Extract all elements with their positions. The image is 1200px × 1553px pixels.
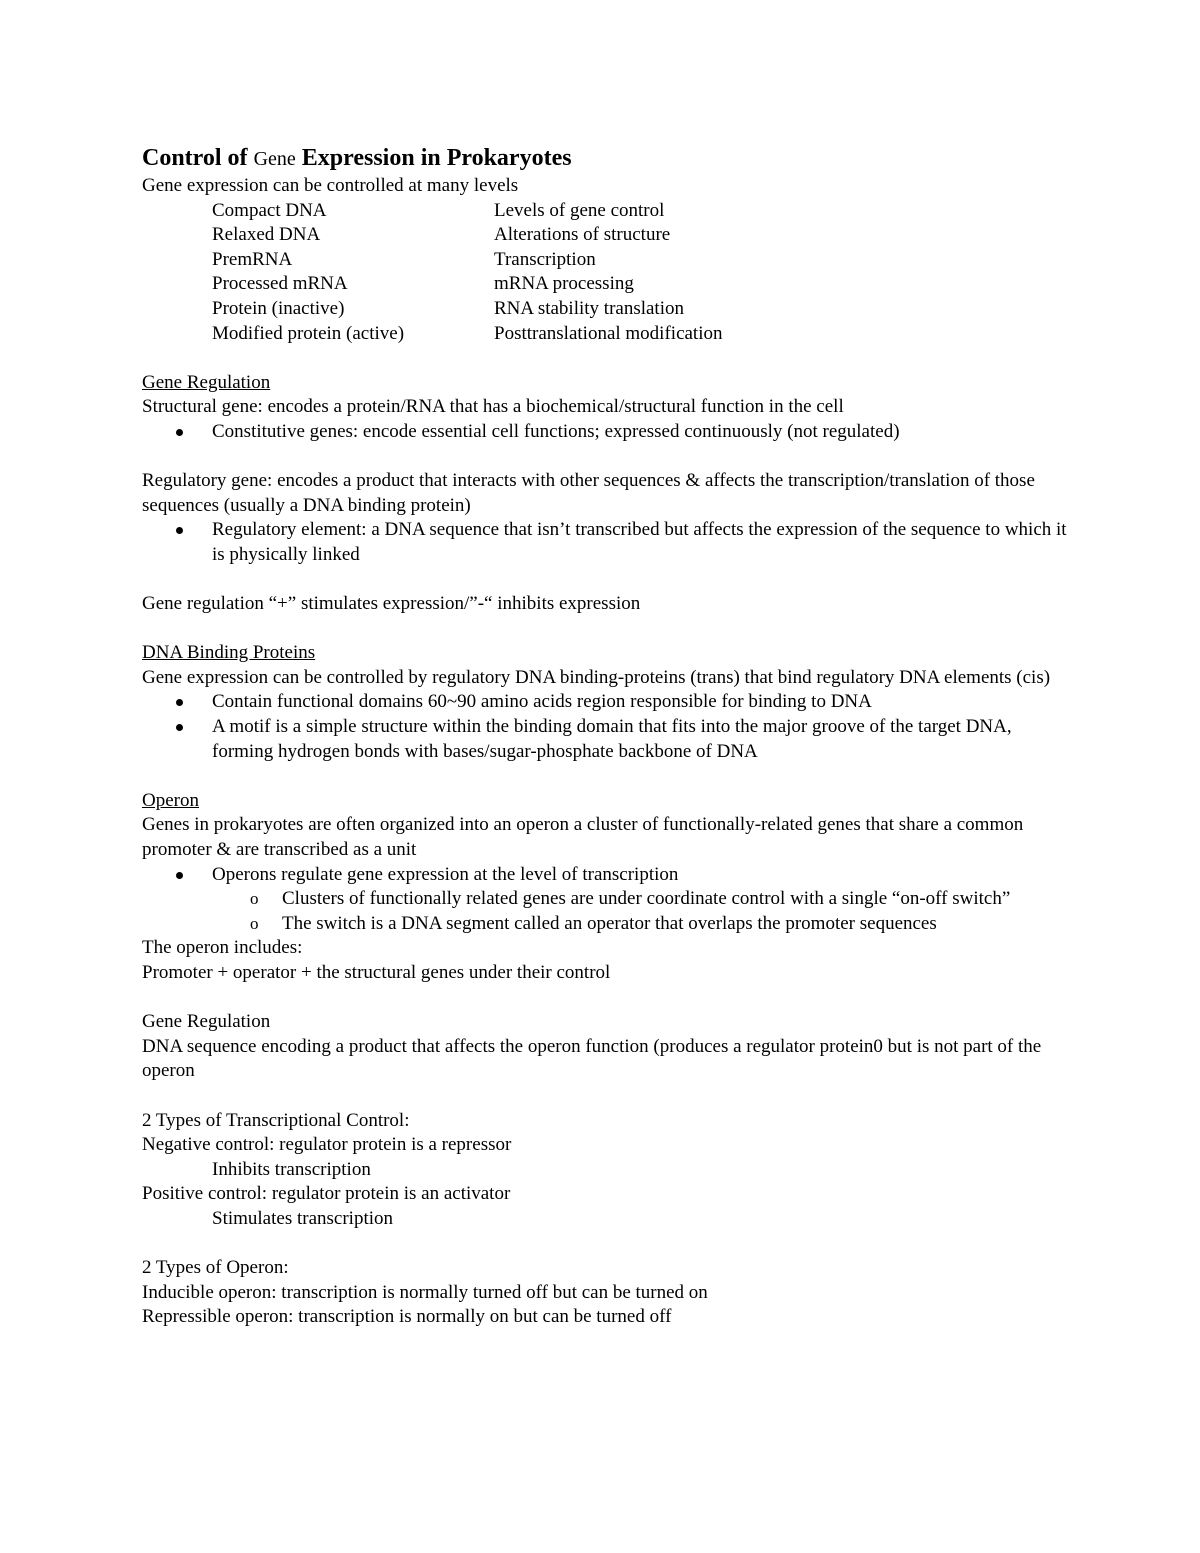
positive-control-text: Positive control: regulator protein is an activator — [142, 1183, 511, 1205]
bullet-icon — [176, 429, 183, 436]
levels-row — [212, 248, 1072, 273]
bullet-icon — [176, 724, 183, 731]
bullet-icon — [176, 527, 183, 534]
positive-control-sub: Stimulates transcription — [212, 1207, 394, 1229]
spacer — [142, 346, 1072, 371]
bullet-text: Operons regulate gene expression at the level of transcription — [212, 863, 679, 885]
levels-left: Compact DNA — [212, 199, 327, 221]
spacer — [142, 445, 1072, 470]
title-part-3: Expression in Prokaryotes — [295, 145, 572, 171]
document-content — [142, 143, 1072, 1330]
operon-types-heading: 2 Types of Operon: — [142, 1257, 289, 1279]
title-part-1: Control of — [142, 145, 254, 171]
spacer — [142, 568, 1072, 593]
levels-row — [212, 223, 1072, 248]
bullet-text: Regulatory element: a DNA sequence that isn’t transcribed but affects the expression of the sequence to which it is physically linked — [212, 519, 1067, 565]
bullet-item — [142, 690, 1072, 715]
spacer — [142, 986, 1072, 1011]
operon-includes-text: The operon includes: — [142, 937, 303, 959]
sub-bullet-text: The switch is a DNA segment called an operator that overlaps the promoter sequences — [282, 912, 937, 934]
levels-right: Levels of gene control — [494, 199, 665, 221]
levels-left: Relaxed DNA — [212, 224, 321, 246]
sub-bullet-item — [142, 887, 1072, 912]
levels-right: Alterations of structure — [494, 224, 671, 246]
negative-control-sub: Inhibits transcription — [212, 1158, 371, 1180]
gene-regulation-2-text: DNA sequence encoding a product that affects the operon function (produces a regulator protein0 but is not part of the operon — [142, 1035, 1042, 1082]
transcriptional-control-heading: 2 Types of Transcriptional Control: — [142, 1109, 410, 1131]
structural-gene-text: Structural gene: encodes a protein/RNA that has a biochemical/structural function in the cell — [142, 396, 844, 418]
spacer — [142, 764, 1072, 789]
bullet-item — [142, 863, 1072, 888]
circle-bullet-icon: o — [250, 889, 259, 909]
levels-left: Protein (inactive) — [212, 297, 345, 319]
bullet-icon — [176, 699, 183, 706]
page-title — [142, 143, 1072, 174]
bullet-text: Constitutive genes: encode essential cell functions; expressed continuously (not regulated) — [212, 420, 900, 442]
operon-formula-text: Promoter + operator + the structural genes under their control — [142, 962, 611, 983]
operon-heading: Operon — [142, 789, 199, 811]
levels-left: PremRNA — [212, 248, 293, 270]
gene-regulation-2-heading: Gene Regulation — [142, 1011, 271, 1033]
gene-regulation-heading: Gene Regulation — [142, 371, 271, 393]
negative-control-text: Negative control: regulator protein is a repressor — [142, 1134, 512, 1156]
plus-minus-text: Gene regulation “+” stimulates expression/”-“ inhibits expression — [142, 593, 641, 615]
circle-bullet-icon: o — [250, 913, 259, 933]
bullet-item — [142, 518, 1072, 567]
spacer — [142, 1084, 1072, 1109]
levels-row — [212, 322, 1072, 347]
levels-left: Modified protein (active) — [212, 322, 405, 344]
dna-binding-text: Gene expression can be controlled by regulatory DNA binding-proteins (trans) that bind regulatory DNA elements (cis) — [142, 666, 1051, 688]
levels-right: mRNA processing — [494, 273, 634, 295]
bullet-icon — [176, 872, 183, 879]
sub-bullet-item — [142, 912, 1072, 937]
bullet-item — [142, 420, 1072, 445]
title-part-2: Gene — [253, 148, 296, 170]
repressible-operon-text: Repressible operon: transcription is normally on but can be turned off — [142, 1306, 672, 1328]
operon-text: Genes in prokaryotes are often organized into an operon a cluster of functionally-related genes that share a common promoter & are transcribed as a unit — [142, 814, 1024, 861]
bullet-text: A motif is a simple structure within the binding domain that fits into the major groove of the target DNA, forming hydrogen bonds with bases/sugar-phosphate backbone of DNA — [212, 716, 1012, 762]
intro-text: Gene expression can be controlled at many levels — [142, 175, 519, 196]
levels-row — [212, 199, 1072, 224]
levels-table — [212, 199, 1072, 347]
spacer — [142, 1232, 1072, 1257]
bullet-item — [142, 715, 1072, 764]
levels-right: RNA stability translation — [494, 297, 684, 319]
regulatory-gene-text: Regulatory gene: encodes a product that interacts with other sequences & affects the transcription/translation of those sequences (usually a DNA binding protein) — [142, 470, 1035, 516]
levels-left: Processed mRNA — [212, 273, 348, 295]
levels-right: Posttranslational modification — [494, 322, 723, 344]
levels-row — [212, 272, 1072, 297]
inducible-operon-text: Inducible operon: transcription is normally turned off but can be turned on — [142, 1281, 708, 1303]
spacer — [142, 617, 1072, 642]
bullet-text: Contain functional domains 60~90 amino acids region responsible for binding to DNA — [212, 691, 872, 713]
sub-bullet-text: Clusters of functionally related genes are under coordinate control with a single “on-off switch” — [282, 888, 1011, 910]
levels-row — [212, 297, 1072, 322]
dna-binding-heading: DNA Binding Proteins — [142, 642, 316, 664]
levels-right: Transcription — [494, 248, 596, 270]
